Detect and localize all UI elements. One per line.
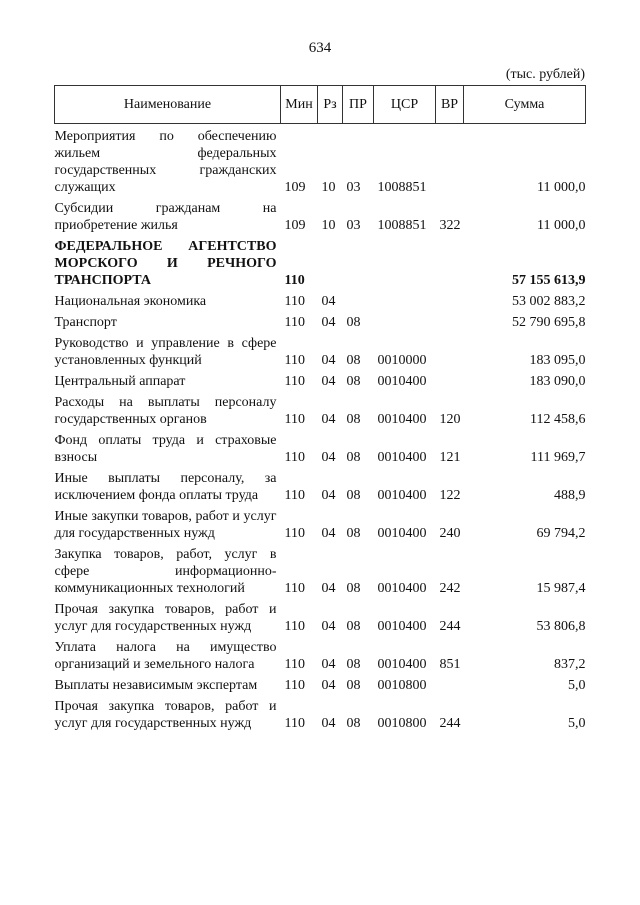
cell-min: 110 — [284, 315, 305, 330]
cell-sum: 53 806,8 — [536, 619, 586, 634]
cell-sum: 52 790 695,8 — [512, 315, 586, 330]
cell-csr: 1008851 — [377, 180, 427, 195]
cell-min: 110 — [284, 374, 305, 389]
cell-min: 110 — [284, 581, 305, 596]
table-row — [55, 310, 586, 331]
cell-vr: 322 — [439, 218, 461, 233]
cell-min: 110 — [284, 294, 305, 309]
cell-pr: 08 — [346, 581, 361, 596]
cell-name: Руководство и управление в сфере установленных функций — [54, 336, 277, 368]
cell-csr: 0010800 — [377, 716, 427, 731]
cell-pr: 08 — [346, 353, 361, 368]
cell-sum: 69 794,2 — [536, 526, 586, 541]
cell-rz: 10 — [321, 218, 336, 233]
cell-sum: 488,9 — [554, 488, 586, 503]
cell-rz: 04 — [321, 374, 336, 389]
table-row — [55, 331, 586, 369]
cell-rz: 04 — [321, 657, 336, 672]
cell-pr: 03 — [346, 218, 361, 233]
cell-csr — [374, 310, 436, 331]
cell-vr — [436, 234, 464, 289]
cell-csr: 0010400 — [377, 412, 427, 427]
cell-vr — [436, 124, 464, 197]
header-rz: Рз — [318, 86, 343, 124]
cell-name: Иные выплаты персоналу, за исключением фонда оплаты труда — [54, 471, 277, 503]
page-number: 634 — [308, 40, 332, 56]
header-csr: ЦСР — [374, 86, 436, 124]
cell-name: Прочая закупка товаров, работ и услуг для государственных нужд — [54, 699, 277, 731]
cell-rz: 10 — [321, 180, 336, 195]
cell-name: Национальная экономика — [54, 294, 207, 309]
cell-name: Уплата налога на имущество организаций и земельного налога — [54, 640, 277, 672]
cell-vr — [436, 331, 464, 369]
cell-sum: 57 155 613,9 — [512, 273, 586, 288]
cell-vr: 121 — [439, 450, 461, 465]
cell-name: Иные закупки товаров, работ и услуг для государственных нужд — [54, 509, 277, 541]
cell-vr: 120 — [439, 412, 461, 427]
cell-pr: 08 — [346, 412, 361, 427]
table-row — [55, 124, 586, 197]
cell-pr: 08 — [346, 619, 361, 634]
cell-min: 110 — [284, 526, 305, 541]
cell-min: 109 — [284, 218, 306, 233]
cell-min: 110 — [284, 488, 305, 503]
budget-table — [54, 85, 586, 732]
cell-sum: 5,0 — [568, 678, 586, 693]
cell-rz: 04 — [321, 488, 336, 503]
cell-min: 110 — [284, 450, 305, 465]
cell-sum: 837,2 — [554, 657, 586, 672]
cell-pr: 08 — [346, 374, 361, 389]
cell-rz — [318, 234, 343, 289]
table-row — [55, 289, 586, 310]
cell-vr — [436, 673, 464, 694]
header-vr: ВР — [436, 86, 464, 124]
cell-pr: 08 — [346, 678, 361, 693]
table-row — [55, 597, 586, 635]
cell-vr: 242 — [439, 581, 461, 596]
cell-rz: 04 — [321, 315, 336, 330]
cell-min: 110 — [284, 678, 305, 693]
cell-rz: 04 — [321, 294, 336, 309]
cell-min: 110 — [284, 657, 305, 672]
cell-vr — [436, 310, 464, 331]
cell-csr: 0010400 — [377, 526, 427, 541]
cell-sum: 11 000,0 — [537, 180, 586, 195]
table-row — [55, 466, 586, 504]
cell-rz: 04 — [321, 716, 336, 731]
cell-pr: 03 — [346, 180, 361, 195]
cell-min: 110 — [284, 353, 305, 368]
cell-sum: 111 969,7 — [530, 450, 586, 465]
cell-name: Прочая закупка товаров, работ и услуг для государственных нужд — [54, 602, 277, 634]
cell-rz: 04 — [321, 619, 336, 634]
cell-pr: 08 — [346, 526, 361, 541]
table-body — [55, 124, 586, 733]
cell-name: Фонд оплаты труда и страховые взносы — [54, 433, 277, 465]
cell-min: 110 — [284, 716, 305, 731]
cell-rz: 04 — [321, 526, 336, 541]
cell-sum: 183 090,0 — [529, 374, 586, 389]
cell-min: 109 — [284, 180, 306, 195]
cell-name: Субсидии гражданам на приобретение жилья — [54, 201, 277, 233]
cell-pr — [343, 234, 374, 289]
cell-sum: 112 458,6 — [530, 412, 586, 427]
header-sum: Сумма — [464, 86, 586, 124]
cell-vr: 244 — [439, 619, 461, 634]
table-row — [55, 390, 586, 428]
cell-sum: 15 987,4 — [536, 581, 586, 596]
cell-vr: 240 — [439, 526, 461, 541]
cell-pr: 08 — [346, 488, 361, 503]
cell-csr: 1008851 — [377, 218, 427, 233]
table-row — [55, 369, 586, 390]
cell-min: 110 — [284, 412, 305, 427]
cell-name: Транспорт — [54, 315, 117, 330]
table-row — [55, 196, 586, 234]
cell-min: 110 — [284, 619, 305, 634]
table-header-row — [55, 86, 586, 124]
cell-vr: 244 — [439, 716, 461, 731]
cell-name: Расходы на выплаты персоналу государственных органов — [54, 395, 277, 427]
table-row — [55, 542, 586, 597]
cell-sum: 5,0 — [568, 716, 586, 731]
cell-name: Выплаты независимым экспертам — [54, 678, 258, 693]
cell-pr: 08 — [346, 657, 361, 672]
cell-name: Закупка товаров, работ, услуг в сфере информационно-коммуникационных технологий — [54, 547, 277, 596]
cell-name: Центральный аппарат — [54, 374, 186, 389]
cell-sum: 183 095,0 — [529, 353, 586, 368]
table-row — [55, 694, 586, 732]
units-label: (тыс. рублей) — [505, 67, 585, 82]
table-row — [55, 234, 586, 289]
cell-rz: 04 — [321, 450, 336, 465]
cell-name: Мероприятия по обеспечению жильем федеральных государственных гражданских служащих — [54, 129, 277, 195]
table-row — [55, 504, 586, 542]
cell-rz: 04 — [321, 353, 336, 368]
table-row — [55, 673, 586, 694]
cell-pr — [343, 289, 374, 310]
cell-vr: 122 — [439, 488, 461, 503]
cell-pr: 08 — [346, 315, 361, 330]
cell-rz: 04 — [321, 678, 336, 693]
cell-vr: 851 — [439, 657, 461, 672]
cell-csr: 0010400 — [377, 374, 427, 389]
header-min: Мин — [281, 86, 318, 124]
cell-name: ФЕДЕРАЛЬНОЕ АГЕНТСТВО МОРСКОГО И РЕЧНОГО ТРАНСПОРТА — [54, 239, 277, 288]
cell-pr: 08 — [346, 716, 361, 731]
cell-csr: 0010400 — [377, 657, 427, 672]
header-pr: ПР — [343, 86, 374, 124]
cell-sum: 53 002 883,2 — [512, 294, 586, 309]
cell-rz: 04 — [321, 412, 336, 427]
cell-min: 110 — [284, 273, 305, 288]
cell-vr — [436, 289, 464, 310]
cell-rz: 04 — [321, 581, 336, 596]
cell-csr — [374, 234, 436, 289]
cell-csr: 0010000 — [377, 353, 427, 368]
cell-sum: 11 000,0 — [537, 218, 586, 233]
cell-csr: 0010400 — [377, 488, 427, 503]
header-name: Наименование — [55, 86, 281, 124]
cell-csr: 0010400 — [377, 581, 427, 596]
cell-pr: 08 — [346, 450, 361, 465]
cell-csr: 0010400 — [377, 619, 427, 634]
cell-csr: 0010800 — [377, 678, 427, 693]
cell-csr — [374, 289, 436, 310]
cell-csr: 0010400 — [377, 450, 427, 465]
table-row — [55, 428, 586, 466]
table-row — [55, 635, 586, 673]
cell-vr — [436, 369, 464, 390]
